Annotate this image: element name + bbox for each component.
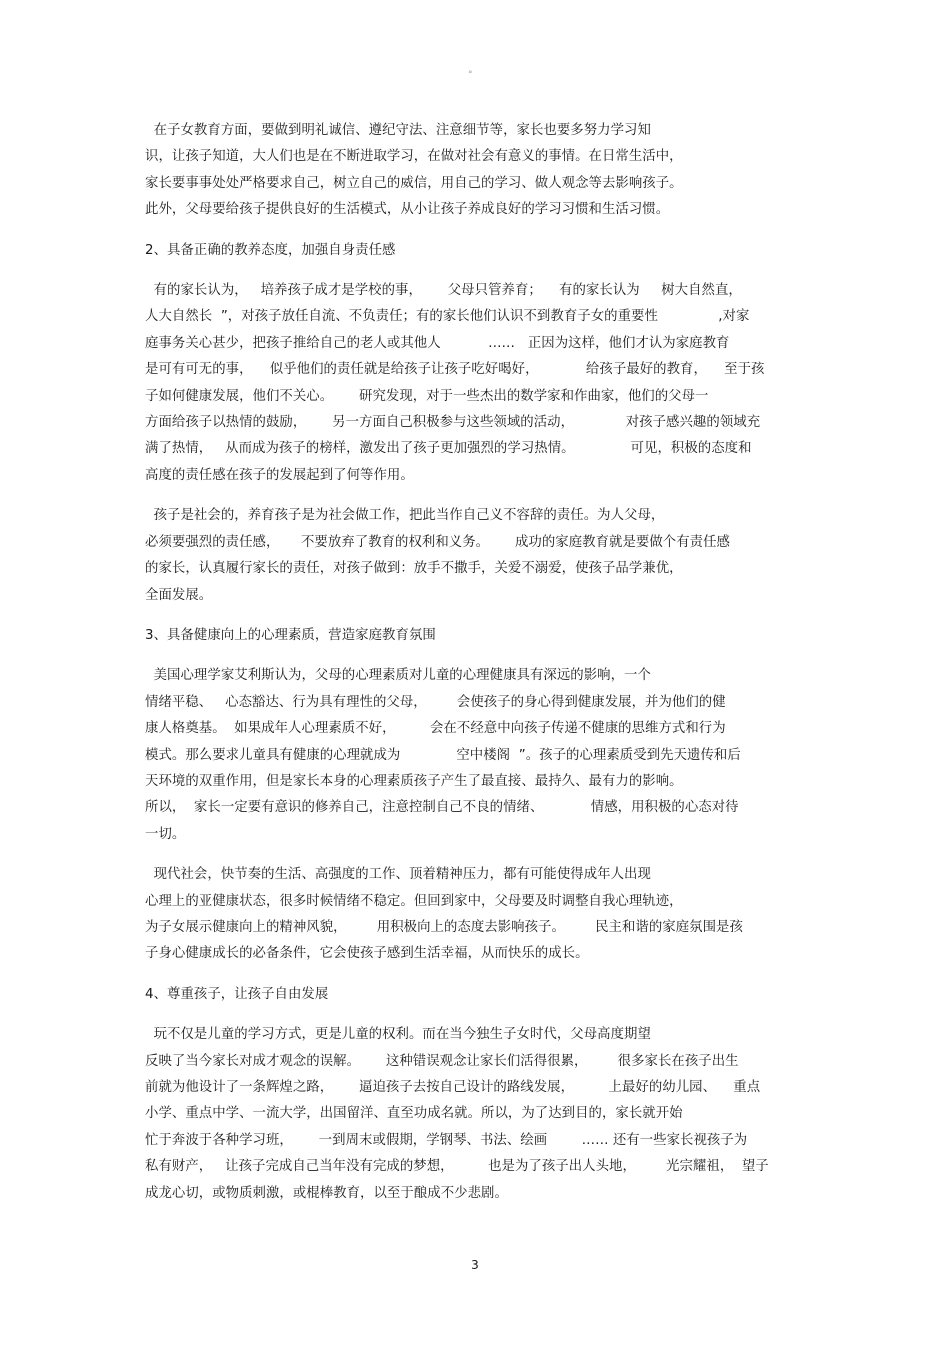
- paragraph-line: 玩不仅是儿童的学习方式，更是儿童的权利。而在当今独生子女时代，父母高度期望: [145, 1027, 651, 1043]
- paragraph-line: 前就为他设计了一条辉煌之路， 逼迫孩子去按自己设计的路线发展， 上最好的幼儿园、 重点: [145, 1080, 761, 1095]
- paragraph-line: 忙于奔波于各种学习班， 一到周末或假期，学钢琴、书法、绘画 …… 还有一些家长视孩子为: [145, 1132, 748, 1148]
- heading-text: 3、具备健康向上的心理素质，营造家庭教育氛围: [145, 627, 436, 643]
- paragraph: [145, 118, 807, 224]
- paragraph-line: 人大自然长 ”，对孩子放任自流、不负责任；有的家长他们认识不到教育子女的重要性 ,对家: [145, 309, 750, 325]
- block-gap: [145, 1008, 807, 1022]
- paragraph-line: 子如何健康发展，他们不关心。 研究发现，对于一些杰出的数学家和作曲家，他们的父母一: [145, 388, 709, 404]
- paragraph-line: 成龙心切，或物质刺激，或棍棒教育，以至于酿成不少悲剧。: [145, 1185, 508, 1201]
- block-gap: [145, 609, 807, 623]
- paragraph-line: 所以， 家长一定要有意识的修养自己，注意控制自己不良的情绪、 情感，用积极的心态对待: [145, 800, 739, 816]
- paragraph-line: 子身心健康成长的必备条件，它会使孩子感到生活幸福，从而快乐的成长。: [145, 946, 589, 962]
- paragraph-line: 全面发展。: [145, 587, 213, 603]
- heading-text: 2、具备正确的教养态度，加强自身责任感: [145, 242, 396, 258]
- block-gap: [145, 848, 807, 862]
- block-gap: [145, 649, 807, 663]
- paragraph: [145, 1022, 807, 1207]
- section-heading: [145, 982, 807, 1008]
- block-gap: [145, 968, 807, 982]
- paragraph-line: 心理上的亚健康状态，很多时候情绪不稳定。但回到家中，父母要及时调整自我心理轨迹，: [145, 893, 683, 909]
- paragraph-line: 一切。: [145, 826, 186, 842]
- paragraph-line: 家长要事事处处严格要求自己，树立自己的威信，用自己的学习、做人观念等去影响孩子。: [145, 175, 683, 191]
- section-heading: [145, 238, 807, 264]
- paragraph-line: 方面给孩子以热情的鼓励， 另一方面自己积极参与这些领域的活动， 对孩子感兴趣的领域充: [145, 415, 761, 431]
- paragraph-line: 是可有可无的事， 似乎他们的责任就是给孩子让孩子吃好喝好， 给孩子最好的教育， 至于孩: [145, 362, 765, 378]
- paragraph: [145, 503, 807, 609]
- paragraph-line: 的家长，认真履行家长的责任，对孩子做到：放手不撒手，关爱不溺爱，使孩子品学兼优，: [145, 561, 683, 577]
- paragraph-line: 识，让孩子知道，大人们也是在不断进取学习，在做对社会有意义的事情。在日常生活中，: [145, 149, 683, 165]
- paragraph-line: 高度的责任感在孩子的发展起到了何等作用。: [145, 467, 414, 483]
- paragraph: [145, 862, 807, 968]
- block-gap: [145, 224, 807, 238]
- paragraph-line: 孩子是社会的，养育孩子是为社会做工作，把此当作自己义不容辞的责任。为人父母，: [145, 508, 665, 524]
- paragraph-line: 情绪平稳、 心态豁达、行为具有理性的父母， 会使孩子的身心得到健康发展，并为他们的健: [145, 694, 726, 710]
- header-mark: °: [468, 70, 473, 80]
- block-gap: [145, 489, 807, 503]
- paragraph-line: 为子女展示健康向上的精神风貌， 用积极向上的态度去影响孩子。 民主和谐的家庭氛围是孩: [145, 919, 743, 935]
- paragraph: [145, 663, 807, 848]
- paragraph-line: 美国心理学家艾利斯认为，父母的心理素质对儿童的心理健康具有深远的影响，一个: [145, 668, 651, 684]
- paragraph-line: 私有财产， 让孩子完成自己当年没有完成的梦想， 也是为了孩子出人头地， 光宗耀祖， 望子: [145, 1159, 769, 1175]
- section-heading: [145, 623, 807, 649]
- paragraph-line: 必须要强烈的责任感， 不要放弃了教育的权利和义务。 成功的家庭教育就是要做个有责任感: [145, 534, 730, 550]
- paragraph: [145, 278, 807, 489]
- page-number: 3: [471, 1258, 479, 1272]
- paragraph-line: 天环境的双重作用，但是家长本身的心理素质孩子产生了最直接、最持久、最有力的影响。: [145, 773, 683, 789]
- paragraph-line: 反映了当今家长对成才观念的误解。 这种错误观念让家长们活得很累， 很多家长在孩子出生: [145, 1053, 739, 1069]
- paragraph-line: 小学、重点中学、一流大学，出国留洋、直至功成名就。所以，为了达到目的，家长就开始: [145, 1106, 683, 1122]
- paragraph-line: 有的家长认为， 培养孩子成才是学校的事， 父母只管养育； 有的家长认为 树大自然直，: [145, 283, 742, 299]
- paragraph-line: 满了热情， 从而成为孩子的榜样，激发出了孩子更加强烈的学习热情。 可见，积极的态度和: [145, 441, 752, 457]
- paragraph-line: 庭事务关心甚少，把孩子推给自己的老人或其他人 …… 正因为这样，他们才认为家庭教育: [145, 335, 730, 351]
- paragraph-line: 现代社会，快节奏的生活、高强度的工作、顶着精神压力，都有可能使得成年人出现: [145, 867, 651, 883]
- paragraph-line: 此外，父母要给孩子提供良好的生活模式，从小让孩子养成良好的学习习惯和生活习惯。: [145, 202, 670, 218]
- paragraph-line: 在子女教育方面，要做到明礼诚信、遵纪守法、注意细节等，家长也要多努力学习知: [145, 123, 651, 138]
- document-body: [145, 118, 807, 1207]
- paragraph-line: 康人格奠基。 如果成年人心理素质不好， 会在不经意中向孩子传递不健康的思维方式和行为: [145, 721, 726, 737]
- block-gap: [145, 264, 807, 278]
- heading-text: 4、尊重孩子，让孩子自由发展: [145, 986, 329, 1002]
- paragraph-line: 模式。那么要求儿童具有健康的心理就成为 空中楼阁 ”。孩子的心理素质受到先天遗传和后: [145, 747, 741, 763]
